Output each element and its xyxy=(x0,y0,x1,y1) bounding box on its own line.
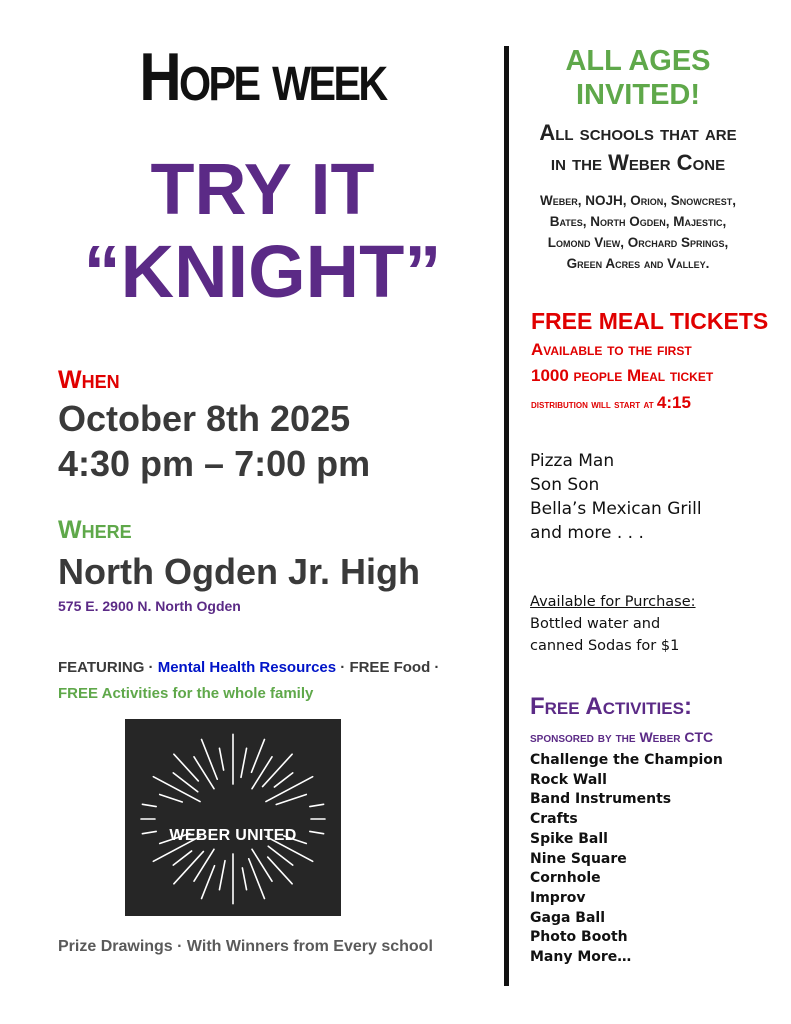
featuring-activities: FREE Activities for the whole family xyxy=(58,685,314,702)
activities-list xyxy=(530,751,723,968)
starburst-ray xyxy=(219,748,223,770)
event-title: Hope week xyxy=(139,39,386,115)
meal-tickets-heading: FREE MEAL TICKETS xyxy=(531,308,769,334)
schools-list-line: Weber, NOJH, Orion, Snowcrest, xyxy=(539,193,736,208)
purchase-label: Available for Purchase: xyxy=(530,594,696,610)
activity-item: Many More… xyxy=(530,949,632,966)
schools-list xyxy=(525,190,751,274)
starburst-ray xyxy=(310,804,324,806)
activity-item: Crafts xyxy=(530,811,578,828)
vendor-list xyxy=(530,449,702,545)
starburst-ray xyxy=(142,804,156,806)
headline-line2: “KNIGHT” xyxy=(83,230,442,313)
activity-item: Cornhole xyxy=(530,870,601,887)
when-label: When xyxy=(58,366,120,394)
schools-list-line: Green Acres and Valley. xyxy=(566,256,710,271)
purchase-line2: canned Sodas for $1 xyxy=(530,638,680,654)
starburst-ray xyxy=(219,861,225,890)
activity-item: Nine Square xyxy=(530,850,627,867)
vendor-item: Pizza Man xyxy=(530,451,615,471)
meal-line2 xyxy=(531,366,713,386)
activity-item: Spike Ball xyxy=(530,830,608,847)
starburst-ray xyxy=(174,851,204,883)
schools-head-line2: in the Weber Cone xyxy=(550,150,726,175)
event-date: October 8th 2025 xyxy=(58,398,351,439)
venue-address: 575 E. 2900 N. North Ogden xyxy=(58,598,241,614)
prize-drawings: Prize Drawings · With Winners from Every school xyxy=(58,938,433,955)
starburst-icon xyxy=(125,719,341,916)
activity-item: Improv xyxy=(530,889,586,906)
featuring-suffix: · FREE Food · xyxy=(336,659,440,676)
meal-line1: Available to the first xyxy=(531,340,692,359)
activity-item: Rock Wall xyxy=(530,771,607,788)
schools-head-line1: All schools that are xyxy=(539,120,737,145)
venue-name: North Ogden Jr. High xyxy=(58,551,421,592)
column-divider xyxy=(504,46,509,986)
starburst-ray xyxy=(173,851,191,865)
starburst-ray xyxy=(160,794,183,802)
schools-list-line: Lomond View, Orchard Springs, xyxy=(547,235,729,250)
meal-line2-text: people Meal ticket xyxy=(568,366,714,385)
event-time: 4:30 pm – 7:00 pm xyxy=(58,443,371,484)
starburst-ray xyxy=(266,777,313,802)
featuring-line xyxy=(58,659,439,676)
headline-line1: TRY IT xyxy=(150,150,375,230)
starburst-ray xyxy=(241,748,247,777)
meal-start-time: 4:15 xyxy=(656,393,691,412)
meal-line3 xyxy=(531,393,691,413)
meal-line3-text: distribution will start at xyxy=(531,397,657,411)
schools-heading xyxy=(525,118,751,178)
logo-text: WEBER UNITED xyxy=(169,827,297,844)
starburst-ray xyxy=(274,773,292,787)
activities-sponsor: sponsored by the Weber CTC xyxy=(530,729,714,745)
meal-count: 1000 xyxy=(531,366,569,385)
ages-line2: INVITED! xyxy=(575,79,701,111)
vendor-item: and more . . . xyxy=(530,523,644,543)
purchase-line1: Bottled water and xyxy=(530,616,661,632)
starburst-ray xyxy=(263,754,293,786)
activity-item: Photo Booth xyxy=(530,929,628,946)
weber-united-logo xyxy=(125,719,341,916)
featuring-prefix: FEATURING · xyxy=(58,659,158,676)
all-ages-invited xyxy=(525,44,751,112)
vendor-item: Bella’s Mexican Grill xyxy=(530,499,702,519)
vendor-item: Son Son xyxy=(530,475,600,495)
mental-health-resources: Mental Health Resources xyxy=(157,659,337,676)
where-label: Where xyxy=(58,516,132,544)
activity-item: Gaga Ball xyxy=(530,909,605,926)
activity-item: Band Instruments xyxy=(530,791,672,808)
schools-list-line: Bates, North Ogden, Majestic, xyxy=(549,214,727,229)
starburst-ray xyxy=(276,794,306,804)
starburst-ray xyxy=(202,866,215,899)
starburst-ray xyxy=(242,868,246,890)
ages-line1: ALL AGES xyxy=(565,45,711,77)
activity-item: Challenge the Champion xyxy=(530,752,723,768)
starburst-ray xyxy=(251,739,264,772)
activities-heading: Free Activities: xyxy=(530,693,692,720)
purchase-info xyxy=(530,591,696,657)
